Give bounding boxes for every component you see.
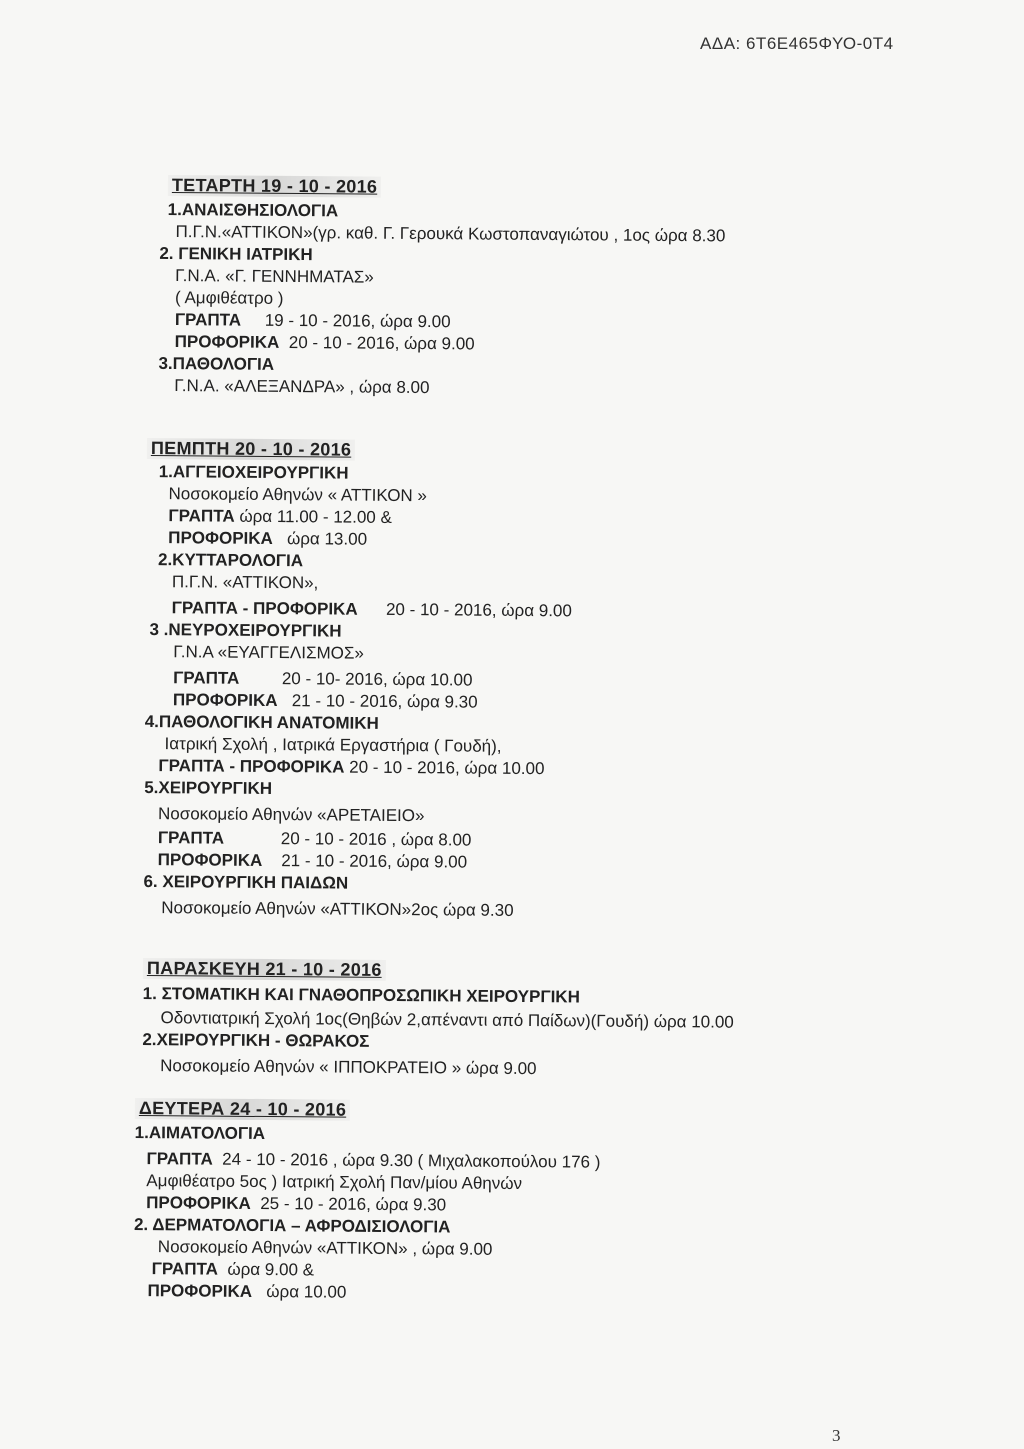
exam-location: Νοσοκομείο Αθηνών «ΑΡΕΤΑΙΕΙΟ» (157, 804, 425, 826)
exam-type-written-oral: ΓΡΑΠΤΑ - ΠΡΟΦΟΡΙΚΑ (158, 756, 345, 777)
specialty-title: 1.ΑΝΑΙΣΘΗΣΙΟΛΟΓΙΑ (167, 199, 339, 221)
exam-type-oral: ΠΡΟΦΟΡΙΚΑ (157, 850, 263, 870)
specialty-title: 3.ΠΑΘΟΛΟΓΙΑ (158, 353, 275, 374)
specialty-title: 3 .ΝΕΥΡΟΧΕΙΡΟΥΡΓΙΚΗ (149, 620, 342, 641)
exam-type-oral: ΠΡΟΦΟΡΙΚΑ (174, 332, 280, 352)
day-heading: ΤΕΤΑΡΤΗ 19 - 10 - 2016 (168, 175, 382, 198)
specialty-title: 1.ΑΓΓΕΙΟΧΕΙΡΟΥΡΓΙΚΗ (158, 462, 349, 483)
exam-location: Αμφιθέατρο 5ος ) Ιατρική Σχολή Παν/μίου Αθηνών (146, 1171, 523, 1194)
specialty-title: 2.ΚΥΤΤΑΡΟΛΟΓΙΑ (157, 550, 304, 571)
exam-location: Νοσοκομείο Αθηνών «ΑΤΤΙΚΟΝ» , ώρα 9.00 (157, 1237, 493, 1259)
day-wednesday (158, 175, 1024, 405)
exam-datetime: 20 - 10 - 2016, ώρα 9.00 (385, 599, 572, 621)
specialty-title: 1.ΑΙΜΑΤΟΛΟΓΙΑ (134, 1122, 266, 1144)
specialty-title: 2.ΧΕΙΡΟΥΡΓΙΚΗ - ΘΩΡΑΚΟΣ (142, 1029, 370, 1051)
exam-location: Γ.Ν.Α. «Γ. ΓΕΝΝΗΜΑΤΑΣ» (175, 266, 374, 287)
exam-type-written-oral: ΓΡΑΠΤΑ - ΠΡΟΦΟΡΙΚΑ (171, 598, 358, 619)
day-heading: ΔΕΥΤΕΡΑ 24 - 10 - 2016 (135, 1098, 350, 1121)
exam-location: Νοσοκομείο Αθηνών « ΙΠΠΟΚΡΑΤΕΙΟ » ώρα 9.00 (160, 1056, 537, 1079)
exam-type-oral: ΠΡΟΦΟΡΙΚΑ (147, 1281, 253, 1301)
exam-type-oral: ΠΡΟΦΟΡΙΚΑ (172, 690, 278, 711)
exam-datetime: 19 - 10 - 2016, ώρα 9.00 (264, 310, 451, 332)
day-heading: ΠΕΜΠΤΗ 20 - 10 - 2016 (147, 438, 356, 461)
exam-datetime: 20 - 10 - 2016 , ώρα 8.00 (280, 829, 472, 850)
exam-type-written: ΓΡΑΠΤΑ (157, 828, 225, 848)
exam-type-written: ΓΡΑΠΤΑ (151, 1259, 218, 1279)
exam-datetime: ώρα 13.00 (286, 529, 368, 549)
ada-code: ΑΔΑ: 6Τ6Ε465ΦΥΟ-0Τ4 (700, 34, 894, 53)
exam-datetime: 21 - 10 - 2016, ώρα 9.30 (291, 691, 478, 712)
exam-location: Νοσοκομείο Αθηνών «ΑΤΤΙΚΟΝ»2ος ώρα 9.30 (161, 898, 514, 920)
exam-datetime: 25 - 10 - 2016, ώρα 9.30 (260, 1193, 447, 1215)
exam-datetime: 20 - 10 - 2016, ώρα 10.00 (349, 757, 545, 779)
exam-type-oral: ΠΡΟΦΟΡΙΚΑ (146, 1193, 251, 1213)
exam-datetime: ώρα 11.00 - 12.00 & (239, 506, 392, 527)
exam-type-written: ΓΡΑΠΤΑ (146, 1149, 213, 1169)
day-heading: ΠΑΡΑΣΚΕΥΗ 21 - 10 - 2016 (143, 958, 386, 981)
exam-type-written: ΓΡΑΠΤΑ (173, 668, 240, 688)
exam-location: Ιατρική Σχολή , Ιατρικά Εργαστήρια ( Γουδή), (164, 734, 502, 756)
page-number: 3 (832, 1426, 841, 1445)
exam-datetime: 21 - 10 - 2016, ώρα 9.00 (281, 851, 468, 872)
exam-location: Γ.Ν.Α «ΕΥΑΓΓΕΛΙΣΜΟΣ» (173, 642, 364, 663)
specialty-title: 1. ΣΤΟΜΑΤΙΚΗ ΚΑΙ ΓΝΑΘΟΠΡΟΣΩΠΙΚΗ ΧΕΙΡΟΥΡΓΙΚΗ (142, 983, 580, 1007)
exam-type-oral: ΠΡΟΦΟΡΙΚΑ (168, 528, 273, 548)
exam-location: Οδοντιατρική Σχολή 1ος(Θηβών 2,απέναντι από Παίδων)(Γουδή) ώρα 10.00 (160, 1008, 734, 1032)
exam-type-written: ΓΡΑΠΤΑ (174, 310, 242, 330)
exam-location: Π.Γ.Ν. «ΑΤΤΙΚΟΝ», (171, 572, 319, 593)
exam-datetime: ώρα 9.00 & (227, 1259, 315, 1280)
exam-datetime: 20 - 10 - 2016, ώρα 9.00 (288, 332, 475, 354)
specialty-title: 4.ΠΑΘΟΛΟΓΙΚΗ ΑΝΑΤΟΜΙΚΗ (144, 711, 379, 733)
exam-location: Π.Γ.Ν.«ΑΤΤΙΚΟΝ»(γρ. καθ. Γ. Γερουκά Κωστοπαναγιώτου , 1ος ώρα 8.30 (175, 222, 726, 246)
specialty-title: 2. ΓΕΝΙΚΗ ΙΑΤΡΙΚΗ (159, 243, 313, 265)
exam-datetime: 20 - 10- 2016, ώρα 10.00 (281, 669, 473, 690)
day-friday (142, 958, 1024, 1085)
exam-datetime: ώρα 10.00 (266, 1282, 347, 1302)
specialty-title: 6. ΧΕΙΡΟΥΡΓΙΚΗ ΠΑΙΔΩΝ (143, 871, 349, 893)
day-monday (133, 1098, 1024, 1310)
exam-datetime: 24 - 10 - 2016 , ώρα 9.30 ( Μιχαλακοπούλου 176 ) (222, 1149, 601, 1172)
specialty-title: 2. ΔΕΡΜΑΤΟΛΟΓΙΑ – ΑΦΡΟΔΙΣΙΟΛΟΓΙΑ (133, 1214, 451, 1237)
day-thursday (143, 438, 1024, 927)
exam-location-note: ( Αμφιθέατρο ) (174, 288, 284, 308)
specialty-title: 5.ΧΕΙΡΟΥΡΓΙΚΗ (144, 777, 273, 798)
exam-type-written: ΓΡΑΠΤΑ (168, 506, 235, 526)
exam-location: Γ.Ν.Α. «ΑΛΕΞΑΝΔΡΑ» , ώρα 8.00 (174, 376, 430, 398)
exam-location: Νοσοκομείο Αθηνών « ΑΤΤΙΚΟΝ » (168, 484, 428, 506)
